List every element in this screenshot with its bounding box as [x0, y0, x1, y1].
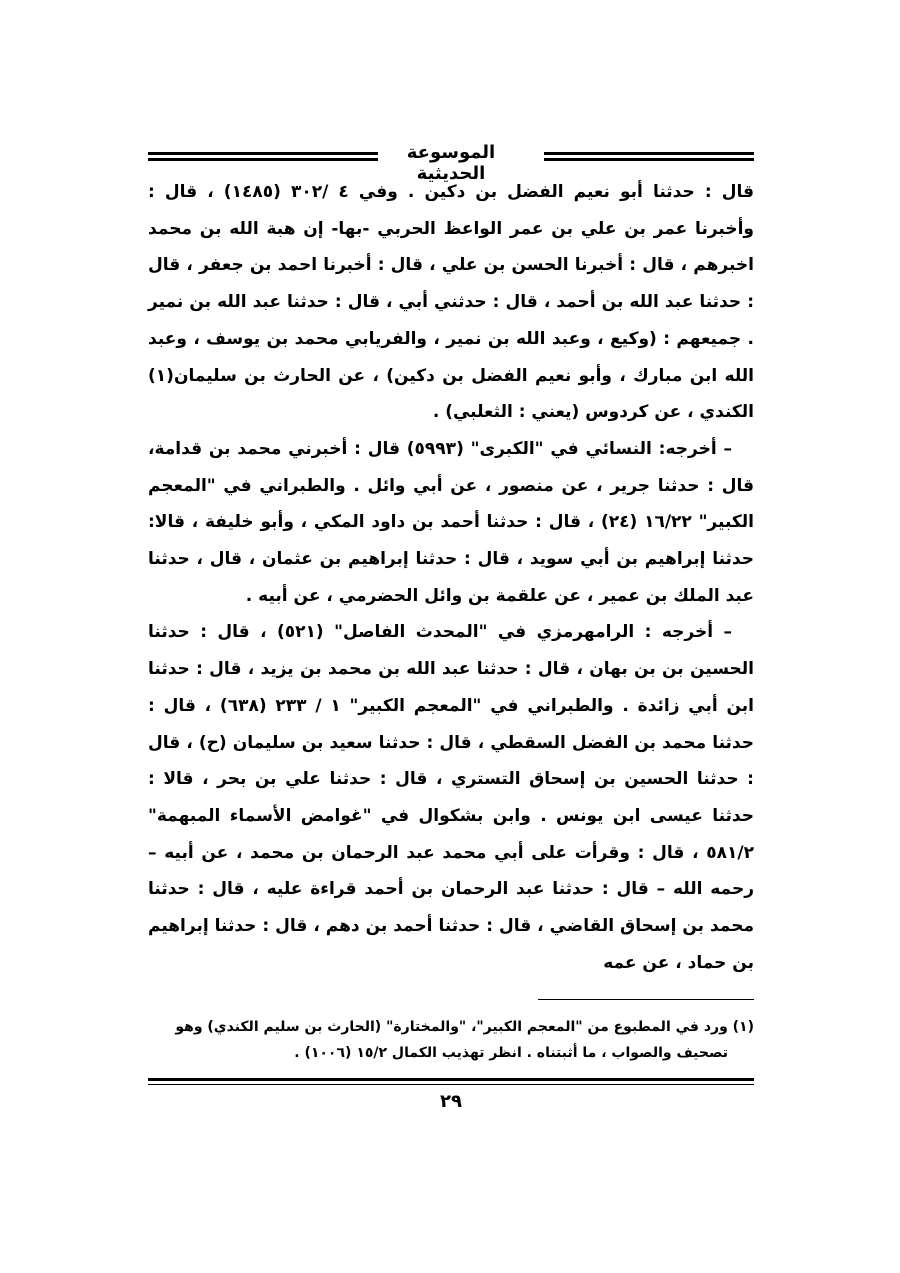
footer-rule: [148, 1078, 754, 1085]
header-title: الموسوعة الحديثية: [406, 142, 496, 184]
footnote-separator: [538, 999, 754, 1000]
document-page: [148, 140, 754, 1112]
header-rule-right: [544, 152, 754, 161]
running-header: [148, 140, 754, 184]
paragraph-2: – أخرجه: النسائي في "الكبرى" (٥٩٩٣) قال : أخبرني محمد بن قدامة، قال : حدثنا جرير ، عن منصور ، عن أبي وائل . والطبراني في "المعجم الكبير" ١٦/٢٢ (٢٤) ، قال : حدثنا أحمد بن داود المكي ، وأبو خليفة ، قالا: حدثنا إبراهيم بن أبي سويد ، قال : حدثنا إبراهيم بن عثمان ، قال ، حدثنا عبد الملك بن عمير ، عن علقمة بن وائل الحضرمي ، عن أبيه .: [148, 438, 754, 606]
main-text: [148, 174, 754, 981]
paragraph-1: قال : حدثنا أبو نعيم الفضل بن دكين . وفي ٤ /٣٠٢ (١٤٨٥) ، قال : وأخبرنا عمر بن علي بن عمر الواعظ الحربي -بها- إن هبة الله بن محمد اخبرهم ، قال : أخبرنا الحسن بن علي ، قال : أخبرنا احمد بن جعفر ، قال : حدثنا عبد الله بن أحمد ، قال : حدثني أبي ، قال : حدثنا عبد الله بن نمير . جميعهم : (وكيع ، وعبد الله بن نمير ، والفريابي محمد بن يوسف ، وعبد الله ابن مبارك ، وأبو نعيم الفضل بن دكين) ، عن الحارث بن سليمان(١) الكندي ، عن كردوس (يعني : الثعلبي) .: [148, 182, 754, 423]
paragraph-3: – أخرجه : الرامهرمزي في "المحدث الفاصل" (٥٢١) ، قال : حدثنا الحسين بن بن بهان ، قال : حدثنا عبد الله بن محمد بن يزيد ، قال : حدثنا ابن أبي زائدة . والطبراني في "المعجم الكبير" ١ / ٢٣٣ (٦٣٨) ، قال : حدثنا محمد بن الفضل السقطي ، قال : حدثنا سعيد بن سليمان (ح) ، قال : حدثنا الحسين بن إسحاق التستري ، قال : حدثنا علي بن بحر ، قالا : حدثنا عيسى ابن يونس . وابن بشكوال في "غوامض الأسماء المبهمة" ٥٨١/٢ ، قال : وقرأت على أبي محمد عبد الرحمان بن محمد ، عن أبيه – رحمه الله – قال : حدثنا عبد الرحمان بن أحمد قراءة عليه ، قال : حدثنا محمد بن إسحاق القاضي ، قال : حدثنا أحمد بن دهم ، قال : حدثنا إبراهيم بن حماد ، عن عمه: [148, 622, 754, 973]
footnote-1-line-2: تصحيف والصواب ، ما أثبتناه . انظر تهذيب الكمال ١٥/٢ (١٠٠٦) .: [294, 1045, 728, 1062]
header-rule-left: [148, 152, 378, 161]
footnotes: [148, 1014, 754, 1066]
page-number: ٢٩: [440, 1091, 462, 1113]
footnote-1-line-1: (١) ورد في المطبوع من "المعجم الكبير"، "والمختارة" (الحارث بن سليم الكندي) وهو: [175, 1019, 754, 1036]
